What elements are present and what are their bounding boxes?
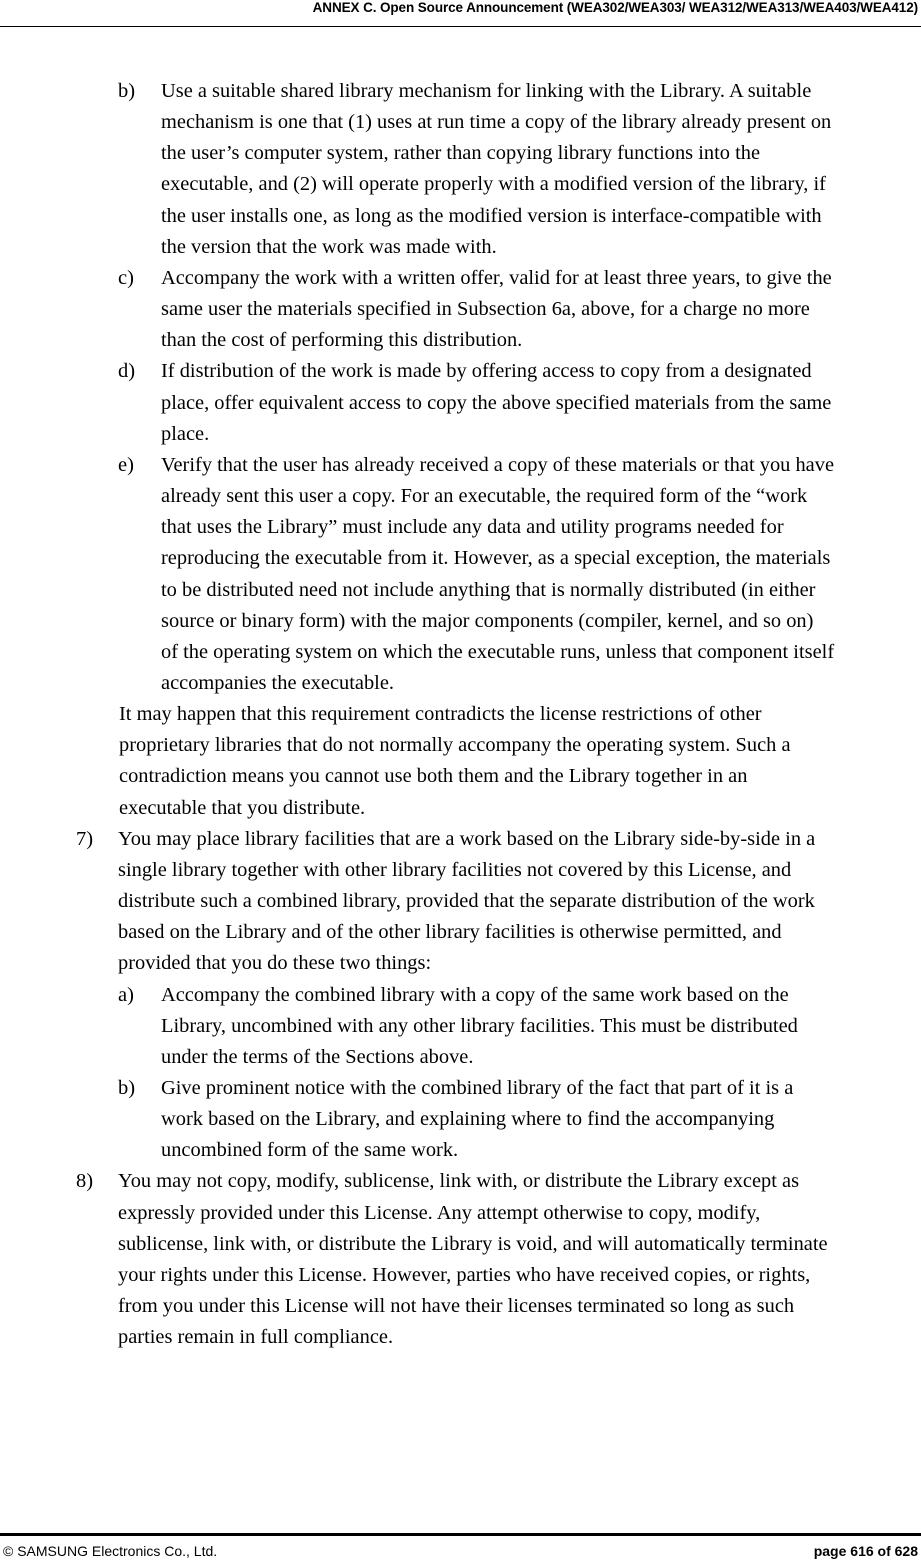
text-line: the user’s computer system, rather than copying library functions into the — [161, 142, 761, 165]
text-line: place. — [161, 422, 210, 445]
text-line: under the terms of the Sections above. — [161, 1045, 474, 1068]
text-line: You may not copy, modify, sublicense, link with, or distribute the Library except as — [118, 1170, 800, 1193]
requirement-note-paragraph — [119, 699, 921, 824]
item-label: b) — [118, 1077, 136, 1099]
page-number: page 616 of 628 — [813, 1543, 918, 1559]
text-line: Accompany the combined library with a copy of the same work based on the — [161, 983, 789, 1006]
text-line: reproducing the executable from it. However, as a special exception, the materials — [161, 547, 831, 570]
section-7-combined-library — [76, 824, 921, 980]
copyright-notice: © SAMSUNG Electronics Co., Ltd. — [3, 1543, 218, 1559]
section-8-termination — [76, 1166, 921, 1353]
header-divider — [0, 26, 921, 27]
item-label: b) — [118, 80, 136, 102]
text-line: that uses the Library” must include any data and utility programs needed for — [161, 516, 784, 539]
footer-divider — [0, 1533, 921, 1536]
text-line: than the cost of performing this distribution. — [161, 329, 523, 352]
text-line: single library together with other library facilities not covered by this License, and — [118, 858, 792, 881]
text-line: proprietary libraries that do not normally accompany the operating system. Such a — [119, 734, 791, 757]
text-line: work based on the Library, and explaining where to find the accompanying — [161, 1108, 775, 1131]
list-item-e-verify-received — [118, 450, 921, 699]
text-line: executable, and (2) will operate properly with a modified version of the library, if — [161, 173, 826, 196]
text-line: source or binary form) with the major components (compiler, kernel, and so on) — [161, 609, 814, 632]
text-line: Give prominent notice with the combined library of the fact that part of it is a — [161, 1077, 794, 1099]
text-line: If distribution of the work is made by offering access to copy from a designated — [161, 360, 812, 383]
section-number: 8) — [76, 1170, 94, 1193]
list-item-c-written-offer — [118, 263, 921, 356]
text-line: You may place library facilities that are a work based on the Library side-by-side in a — [118, 827, 816, 850]
text-line: of the operating system on which the executable runs, unless that component itself — [161, 640, 835, 663]
annex-title: ANNEX C. Open Source Announcement (WEA302/WEA303/ WEA312/WEA313/WEA403/WEA412) — [312, 0, 918, 15]
text-line: mechanism is one that (1) uses at run time a copy of the library already present on — [161, 111, 832, 134]
text-line: It may happen that this requirement contradicts the license restrictions of other — [119, 703, 762, 726]
item-label: d) — [118, 360, 136, 383]
text-line: parties remain in full compliance. — [118, 1326, 394, 1349]
document-body — [0, 76, 921, 1353]
text-line: Library, uncombined with any other library facilities. This must be distributed — [161, 1014, 798, 1037]
text-line: provided that you do these two things: — [118, 952, 432, 975]
list-item-7a-accompany — [118, 980, 921, 1073]
list-item-d-distribution-access — [118, 356, 921, 449]
text-line: executable that you distribute. — [119, 796, 366, 819]
list-item-b-shared-library — [118, 76, 921, 263]
text-line: Use a suitable shared library mechanism for linking with the Library. A suitable — [161, 80, 812, 102]
text-line: the version that the work was made with. — [161, 235, 497, 258]
text-line: from you under this License will not have their licenses terminated so long as such — [118, 1295, 795, 1318]
section-number: 7) — [76, 827, 94, 850]
text-line: already sent this user a copy. For an executable, the required form of the “work — [161, 485, 808, 508]
text-line: sublicense, link with, or distribute the Library is void, and will automatically terminate — [118, 1232, 828, 1255]
page-header — [0, 0, 921, 27]
text-line: the user installs one, as long as the modified version is interface-compatible with — [161, 204, 822, 227]
item-label: c) — [118, 266, 134, 289]
text-line: expressly provided under this License. Any attempt otherwise to copy, modify, — [118, 1201, 761, 1224]
item-label: e) — [118, 453, 134, 476]
text-line: your rights under this License. However, parties who have received copies, or rights, — [118, 1263, 811, 1286]
list-item-7b-prominent-notice — [118, 1073, 921, 1166]
item-label: a) — [118, 983, 134, 1006]
text-line: Accompany the work with a written offer, valid for at least three years, to give the — [161, 266, 832, 289]
text-line: place, offer equivalent access to copy the above specified materials from the same — [161, 391, 832, 414]
text-line: same user the materials specified in Subsection 6a, above, for a charge no more — [161, 298, 810, 321]
text-line: based on the Library and of the other library facilities is otherwise permitted, and — [118, 921, 782, 944]
text-line: contradiction means you cannot use both them and the Library together in an — [119, 765, 748, 788]
text-line: Verify that the user has already received a copy of these materials or that you have — [161, 453, 835, 476]
text-line: to be distributed need not include anything that is normally distributed (in either — [161, 578, 816, 601]
text-line: distribute such a combined library, provided that the separate distribution of the work — [118, 890, 815, 913]
text-line: accompanies the executable. — [161, 671, 395, 694]
text-line: uncombined form of the same work. — [161, 1139, 459, 1162]
